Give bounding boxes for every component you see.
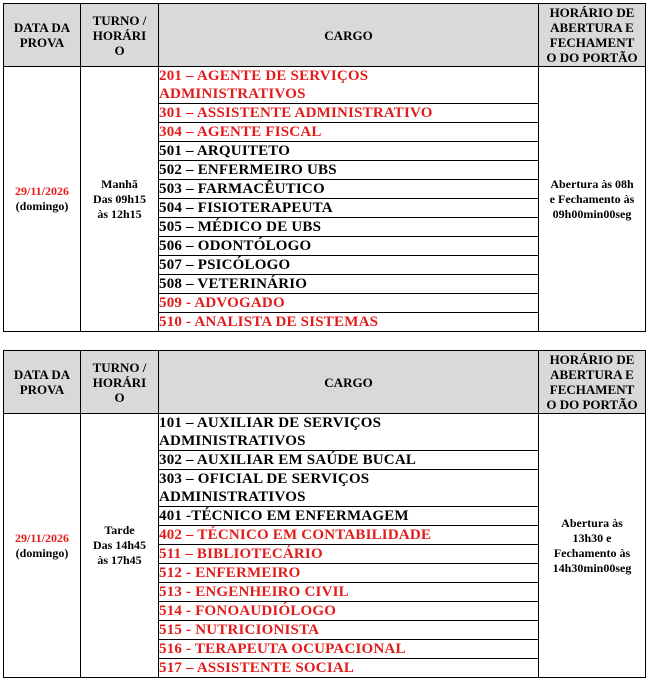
cargo-line: 512 - ENFERMEIRO — [159, 565, 301, 581]
header-turno-horario: TURNO / HORÁRI O — [81, 351, 159, 414]
cargo-line: 516 - TERAPEUTA OCUPACIONAL — [159, 641, 406, 657]
cargo-cell — [159, 104, 539, 123]
horario-line: Abertura às 08h — [550, 176, 634, 191]
header-cargo: CARGO — [159, 351, 539, 414]
cargo-line: 302 – AUXILIAR EM SAÚDE BUCAL — [159, 452, 417, 468]
turno-cell — [81, 67, 159, 332]
exam-date: 29/11/2026 — [14, 530, 69, 545]
cargo-cell — [159, 640, 539, 659]
cargo-cell — [159, 67, 539, 104]
cargo-cell — [159, 659, 539, 678]
cargo-line: 506 – ODONTÓLOGO — [159, 238, 312, 254]
exam-date: 29/11/2026 — [14, 184, 69, 198]
schedule-table-afternoon — [3, 350, 646, 678]
schedule-table-morning — [3, 3, 646, 332]
header-horario-portao: HORÁRIO DE ABERTURA E FECHAMENT O DO PORTÃO — [539, 351, 646, 414]
header-row — [4, 351, 646, 414]
turno-line: Das 09h15 — [92, 191, 146, 206]
cargo-cell — [159, 123, 539, 142]
cargo-cell — [159, 237, 539, 256]
turno-line: às 17h45 — [97, 553, 142, 567]
cargo-cell — [159, 621, 539, 640]
cargo-cell — [159, 218, 539, 237]
cargo-cell — [159, 256, 539, 275]
header-row — [4, 4, 646, 67]
horario-line: Abertura às — [561, 515, 623, 530]
cargo-line: 304 – AGENTE FISCAL — [159, 124, 322, 140]
cargo-cell — [159, 451, 539, 470]
horario-line: Fechamento às — [553, 545, 631, 560]
turno-line: às 12h15 — [97, 206, 142, 221]
cargo-line: 507 – PSICÓLOGO — [159, 257, 291, 273]
header-data-da-prova: DATA DA PROVA — [4, 351, 81, 414]
cargo-cell — [159, 313, 539, 332]
exam-weekday: (domingo) — [15, 199, 69, 213]
cargo-line: 508 – VETERINÁRIO — [159, 276, 308, 292]
turno-line: Tarde — [104, 523, 135, 537]
cargo-cell — [159, 275, 539, 294]
cargo-line: 401 -TÉCNICO EM ENFERMAGEM — [159, 508, 409, 524]
header-cargo: CARGO — [159, 4, 539, 67]
horario-line: 14h30min00seg — [552, 560, 632, 575]
cargo-line: 501 – ARQUITETO — [159, 143, 291, 159]
cargo-cell — [159, 470, 539, 507]
cargo-cell — [159, 526, 539, 545]
cargo-cell — [159, 199, 539, 218]
cargo-cell — [159, 294, 539, 313]
header-turno-horario: TURNO / HORÁRI O — [81, 4, 159, 67]
cargo-line: 504 – FISIOTERAPEUTA — [159, 200, 333, 216]
cargo-row — [4, 414, 646, 451]
cargo-line: 101 – AUXILIAR DE SERVIÇOS — [159, 415, 382, 431]
cargo-line: ADMINISTRATIVOS — [159, 489, 306, 505]
cargo-cell — [159, 507, 539, 526]
turno-line: Das 14h45 — [92, 538, 146, 552]
cargo-line: 301 – ASSISTENTE ADMINISTRATIVO — [159, 105, 433, 121]
horario-portao-cell — [539, 67, 646, 332]
cargo-line: 513 - ENGENHEIRO CIVIL — [159, 584, 349, 600]
cargo-line: 502 – ENFERMEIRO UBS — [159, 162, 337, 178]
cargo-cell — [159, 142, 539, 161]
exam-date-cell — [4, 414, 81, 678]
cargo-cell — [159, 180, 539, 199]
cargo-line: 505 – MÉDICO DE UBS — [159, 219, 322, 235]
cargo-line: 303 – OFICIAL DE SERVIÇOS — [159, 471, 370, 487]
cargo-line: 402 – TÉCNICO EM CONTABILIDADE — [159, 527, 432, 543]
cargo-row — [4, 67, 646, 104]
cargo-line: 515 - NUTRICIONISTA — [159, 622, 320, 638]
horario-line: 09h00min00seg — [552, 206, 632, 221]
horario-portao-cell — [539, 414, 646, 678]
cargo-line: 514 - FONOAUDIÓLOGO — [159, 603, 337, 619]
horario-line: 13h30 e — [572, 530, 612, 545]
cargo-cell — [159, 602, 539, 621]
cargo-line: 517 – ASSISTENTE SOCIAL — [159, 660, 355, 676]
horario-line: e Fechamento às — [549, 191, 635, 206]
exam-date-cell — [4, 67, 81, 332]
turno-cell — [81, 414, 159, 678]
cargo-cell — [159, 414, 539, 451]
header-horario-portao: HORÁRIO DE ABERTURA E FECHAMENT O DO PORTÃO — [539, 4, 646, 67]
header-data-da-prova: DATA DA PROVA — [4, 4, 81, 67]
cargo-line: ADMINISTRATIVOS — [159, 433, 306, 449]
cargo-cell — [159, 545, 539, 564]
cargo-line: 509 - ADVOGADO — [159, 295, 285, 311]
cargo-line: ADMINISTRATIVOS — [159, 86, 306, 102]
cargo-line: 503 – FARMACÊUTICO — [159, 181, 325, 197]
turno-line: Manhã — [101, 176, 138, 191]
cargo-line: 511 – BIBLIOTECÁRIO — [159, 546, 323, 562]
cargo-line: 510 - ANALISTA DE SISTEMAS — [159, 314, 379, 330]
cargo-cell — [159, 161, 539, 180]
exam-weekday: (domingo) — [15, 545, 69, 560]
cargo-cell — [159, 564, 539, 583]
cargo-line: 201 – AGENTE DE SERVIÇOS — [159, 68, 369, 84]
cargo-cell — [159, 583, 539, 602]
